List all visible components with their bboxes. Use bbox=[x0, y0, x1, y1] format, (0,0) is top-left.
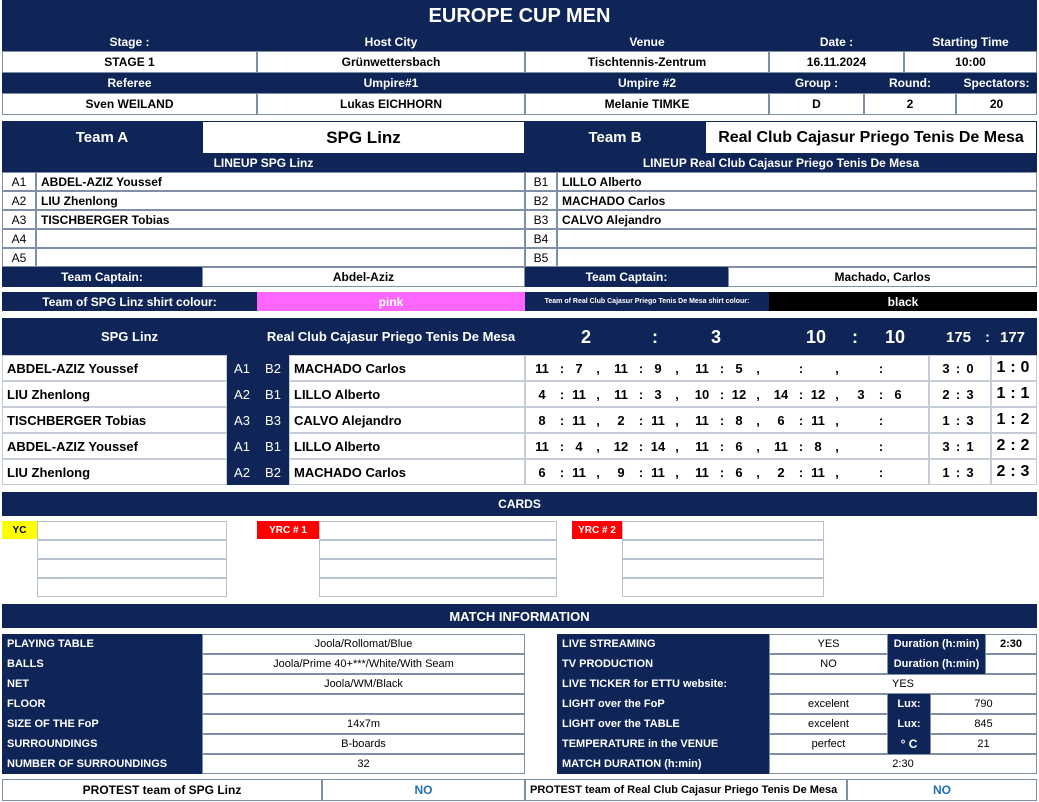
live-ticker-label: LIVE TICKER for ETTU website: bbox=[557, 674, 769, 694]
match-player-a: ABDEL-AZIZ Youssef bbox=[2, 433, 227, 459]
date-label: Date : bbox=[769, 32, 904, 51]
set-comma: , bbox=[835, 361, 839, 376]
lineup-a-player bbox=[36, 248, 525, 267]
match-total-sep: : bbox=[1010, 411, 1016, 428]
card-yrc2-blank bbox=[572, 578, 622, 597]
set-comma: , bbox=[756, 465, 760, 480]
match-player-b: LILLO Alberto bbox=[289, 381, 525, 407]
temperature-value: perfect bbox=[769, 734, 888, 754]
card-yc-entry[interactable] bbox=[37, 521, 227, 540]
light-fop-label: LIGHT over the FoP bbox=[557, 694, 769, 714]
match-player-b: CALVO Alejandro bbox=[289, 407, 525, 433]
umpire1-label: Umpire#1 bbox=[257, 73, 525, 93]
set-score-a: 6 bbox=[538, 465, 546, 480]
card-yc-entry[interactable] bbox=[37, 559, 227, 578]
team-a-name: SPG Linz bbox=[202, 121, 525, 154]
card-yrc2-blank bbox=[572, 540, 622, 559]
card-yrc1-entry[interactable] bbox=[319, 521, 557, 540]
lineup-a-code: A2 bbox=[2, 191, 36, 210]
light-table-value: excelent bbox=[769, 714, 888, 734]
match-games-b: 1 bbox=[966, 439, 974, 454]
match-code-a: A2 bbox=[227, 459, 257, 485]
spectators-label: Spectators: bbox=[956, 73, 1037, 93]
temperature-degrees: 21 bbox=[930, 734, 1037, 754]
round-value: 2 bbox=[864, 93, 956, 115]
match-code-b: B3 bbox=[257, 407, 289, 433]
info-left-label: BALLS bbox=[2, 654, 202, 674]
live-ticker-value: YES bbox=[769, 674, 1037, 694]
set-sep: : bbox=[798, 387, 804, 402]
card-yrc1-blank bbox=[257, 540, 319, 559]
light-table-lux: 845 bbox=[930, 714, 1037, 734]
host-city-label: Host City bbox=[257, 32, 525, 51]
captain-b-value: Machado, Carlos bbox=[728, 267, 1037, 287]
match-code-a: A1 bbox=[227, 433, 257, 459]
referee-value: Sven WEILAND bbox=[2, 93, 257, 115]
tv-production-duration-label: Duration (h:min) bbox=[888, 654, 985, 674]
set-score-b: 8 bbox=[735, 413, 743, 428]
set-comma: , bbox=[596, 387, 600, 402]
venue-label: Venue bbox=[525, 32, 769, 51]
match-total-b: 2 bbox=[1020, 411, 1030, 428]
card-yrc2-entry[interactable] bbox=[622, 559, 824, 578]
matches-sep: : bbox=[652, 327, 658, 347]
protest-a-label: PROTEST team of SPG Linz bbox=[2, 779, 322, 801]
match-code-a: A2 bbox=[227, 381, 257, 407]
set-score-a: 14 bbox=[773, 387, 789, 402]
lineup-a-code: A5 bbox=[2, 248, 36, 267]
light-fop-lux: 790 bbox=[930, 694, 1037, 714]
set-comma: , bbox=[756, 387, 760, 402]
temperature-label: TEMPERATURE in the VENUE bbox=[557, 734, 769, 754]
team-b-name: Real Club Cajasur Priego Tenis De Mesa bbox=[705, 121, 1037, 154]
live-streaming-label: LIVE STREAMING bbox=[557, 634, 769, 654]
info-left-value: Joola/Rollomat/Blue bbox=[202, 634, 525, 654]
temperature-unit: ° C bbox=[888, 734, 930, 754]
match-player-b: MACHADO Carlos bbox=[289, 355, 525, 381]
match-player-a: ABDEL-AZIZ Youssef bbox=[2, 355, 227, 381]
matches-b: 3 bbox=[711, 327, 722, 347]
card-yc-entry[interactable] bbox=[37, 540, 227, 559]
spectators-value: 20 bbox=[956, 93, 1037, 115]
games-score bbox=[769, 318, 929, 355]
match-player-a: TISCHBERGER Tobias bbox=[2, 407, 227, 433]
info-left-label: SURROUNDINGS bbox=[2, 734, 202, 754]
group-value: D bbox=[769, 93, 864, 115]
card-yc-blank bbox=[2, 559, 37, 578]
set-score-a: 11 bbox=[695, 439, 709, 454]
set-score-a: 10 bbox=[694, 387, 710, 402]
card-yrc2-entry[interactable] bbox=[622, 540, 824, 559]
referee-label: Referee bbox=[2, 73, 257, 93]
light-table-label: LIGHT over the TABLE bbox=[557, 714, 769, 734]
set-sep: : bbox=[559, 387, 565, 402]
set-comma: , bbox=[675, 361, 679, 376]
set-score-b: 12 bbox=[810, 387, 826, 402]
match-games-a: 1 bbox=[942, 465, 950, 480]
lineup-a-title: LINEUP SPG Linz bbox=[2, 154, 525, 172]
match-code-a: A1 bbox=[227, 355, 257, 381]
lineup-a-code: A4 bbox=[2, 229, 36, 248]
set-sep: : bbox=[719, 387, 725, 402]
set-comma: , bbox=[596, 465, 600, 480]
set-score-b: 11 bbox=[572, 387, 586, 402]
match-code-b: B1 bbox=[257, 381, 289, 407]
set-sep: : bbox=[719, 413, 725, 428]
set-score-a: 4 bbox=[538, 387, 546, 402]
match-code-b: B2 bbox=[257, 459, 289, 485]
games-b: 10 bbox=[885, 327, 906, 347]
set-sep: : bbox=[559, 465, 565, 480]
set-comma: , bbox=[835, 439, 839, 454]
lineup-a-code: A3 bbox=[2, 210, 36, 229]
captain-b-label: Team Captain: bbox=[525, 267, 728, 287]
set-score-a: 11 bbox=[614, 361, 628, 376]
set-sep: : bbox=[878, 361, 884, 376]
match-code-b: B2 bbox=[257, 355, 289, 381]
lineup-b-player bbox=[557, 229, 1037, 248]
set-comma: , bbox=[596, 361, 600, 376]
lineup-a-player: TISCHBERGER Tobias bbox=[36, 210, 525, 229]
info-left-value: Joola/Prime 40+***/White/With Seam bbox=[202, 654, 525, 674]
set-score-b: 14 bbox=[650, 439, 666, 454]
set-score-a: 3 bbox=[857, 387, 865, 402]
matches-score bbox=[525, 318, 769, 355]
tv-production-value: NO bbox=[769, 654, 888, 674]
lineup-b-code: B2 bbox=[525, 191, 557, 210]
info-left-label: NUMBER OF SURROUNDINGS bbox=[2, 754, 202, 774]
match-total-sep: : bbox=[1010, 359, 1016, 376]
info-left-value: Joola/WM/Black bbox=[202, 674, 525, 694]
light-table-lux-label: Lux: bbox=[888, 714, 930, 734]
card-yrc1-blank bbox=[257, 578, 319, 597]
captain-a-label: Team Captain: bbox=[2, 267, 202, 287]
lineup-b-player: LILLO Alberto bbox=[557, 172, 1037, 191]
lineup-b-player: CALVO Alejandro bbox=[557, 210, 1037, 229]
card-yrc1-entry[interactable] bbox=[319, 578, 557, 597]
set-comma: , bbox=[756, 439, 760, 454]
points-score bbox=[929, 318, 1037, 355]
set-score-b: 11 bbox=[811, 413, 825, 428]
umpire1-value: Lukas EICHHORN bbox=[257, 93, 525, 115]
match-games-a: 3 bbox=[942, 361, 950, 376]
match-games-b: 3 bbox=[966, 465, 974, 480]
match-duration-value: 2:30 bbox=[769, 754, 1037, 774]
set-score-a: 8 bbox=[538, 413, 546, 428]
live-streaming-duration: 2:30 bbox=[985, 634, 1037, 654]
info-left-label: SIZE OF THE FoP bbox=[2, 714, 202, 734]
set-sep: : bbox=[798, 465, 804, 480]
set-score-a: 11 bbox=[614, 387, 628, 402]
set-score-a: 11 bbox=[695, 413, 709, 428]
set-sep: : bbox=[878, 413, 884, 428]
set-score-b: 11 bbox=[651, 413, 665, 428]
round-label: Round: bbox=[864, 73, 956, 93]
games-sep: : bbox=[852, 327, 858, 347]
match-duration-label: MATCH DURATION (h:min) bbox=[557, 754, 769, 774]
lineup-b-code: B1 bbox=[525, 172, 557, 191]
info-left-value: 32 bbox=[202, 754, 525, 774]
set-score-b: 11 bbox=[651, 465, 665, 480]
set-sep: : bbox=[719, 361, 725, 376]
card-yc-entry[interactable] bbox=[37, 578, 227, 597]
page-title: EUROPE CUP MEN bbox=[2, 0, 1037, 32]
points-b: 177 bbox=[1000, 329, 1026, 346]
set-sep: : bbox=[559, 361, 565, 376]
set-score-a: 11 bbox=[535, 361, 549, 376]
set-score-a: 2 bbox=[777, 465, 785, 480]
starting-time-value: 10:00 bbox=[904, 51, 1037, 73]
card-yrc1-entry[interactable] bbox=[319, 559, 557, 578]
match-player-a: LIU Zhenlong bbox=[2, 459, 227, 485]
match-code-b: B1 bbox=[257, 433, 289, 459]
set-comma: , bbox=[835, 387, 839, 402]
shirt-b-label: Team of Real Club Cajasur Priego Tenis De Mesa shirt colour: bbox=[525, 292, 769, 311]
lineup-a-player: ABDEL-AZIZ Youssef bbox=[36, 172, 525, 191]
match-total-sep: : bbox=[1010, 463, 1016, 480]
games-a: 10 bbox=[806, 327, 827, 347]
info-left-label: NET bbox=[2, 674, 202, 694]
match-games-sep: : bbox=[955, 439, 961, 454]
set-score-b: 5 bbox=[735, 361, 743, 376]
set-sep: : bbox=[638, 361, 644, 376]
match-games-sep: : bbox=[955, 387, 961, 402]
set-score-a: 11 bbox=[695, 361, 709, 376]
score-team-a: SPG Linz bbox=[2, 318, 257, 355]
set-sep: : bbox=[638, 413, 644, 428]
match-games-a: 1 bbox=[942, 413, 950, 428]
protest-b-label: PROTEST team of Real Club Cajasur Priego Tenis De Mesa bbox=[525, 779, 847, 801]
set-score-b: 11 bbox=[811, 465, 825, 480]
set-comma: , bbox=[596, 413, 600, 428]
points-sep: : bbox=[985, 329, 990, 346]
card-yc-blank bbox=[2, 540, 37, 559]
set-score-b: 11 bbox=[572, 465, 586, 480]
set-score-b: 6 bbox=[735, 439, 743, 454]
set-score-a: 11 bbox=[695, 465, 709, 480]
info-left-label: PLAYING TABLE bbox=[2, 634, 202, 654]
lineup-b-player: MACHADO Carlos bbox=[557, 191, 1037, 210]
lineup-a-code: A1 bbox=[2, 172, 36, 191]
match-games-b: 3 bbox=[966, 387, 974, 402]
info-left-value bbox=[202, 694, 525, 714]
set-sep: : bbox=[798, 413, 804, 428]
match-player-b: LILLO Alberto bbox=[289, 433, 525, 459]
match-games-a: 3 bbox=[942, 439, 950, 454]
set-score-a: 12 bbox=[613, 439, 629, 454]
match-games-sep: : bbox=[955, 361, 961, 376]
set-score-a: 6 bbox=[777, 413, 785, 428]
set-score-b: 12 bbox=[731, 387, 747, 402]
set-comma: , bbox=[675, 387, 679, 402]
card-yrc2-label: YRC # 2 bbox=[572, 521, 622, 539]
team-a-label: Team A bbox=[2, 121, 202, 154]
light-fop-value: excelent bbox=[769, 694, 888, 714]
set-sep: : bbox=[559, 413, 565, 428]
info-left-value: B-boards bbox=[202, 734, 525, 754]
protest-b-value: NO bbox=[847, 779, 1037, 801]
set-score-b: 11 bbox=[572, 413, 586, 428]
match-games-sep: : bbox=[955, 465, 961, 480]
set-score-a: 11 bbox=[535, 439, 549, 454]
set-comma: , bbox=[835, 413, 839, 428]
lineup-a-player bbox=[36, 229, 525, 248]
set-score-a: 9 bbox=[617, 465, 625, 480]
set-comma: , bbox=[675, 439, 679, 454]
set-sep: : bbox=[878, 387, 884, 402]
match-total-b: 3 bbox=[1020, 463, 1030, 480]
card-yrc1-blank bbox=[257, 559, 319, 578]
score-team-b: Real Club Cajasur Priego Tenis De Mesa bbox=[257, 318, 525, 355]
lineup-a-player: LIU Zhenlong bbox=[36, 191, 525, 210]
match-code-a: A3 bbox=[227, 407, 257, 433]
match-player-a: LIU Zhenlong bbox=[2, 381, 227, 407]
lineup-b-player bbox=[557, 248, 1037, 267]
live-streaming-value: YES bbox=[769, 634, 888, 654]
card-yrc1-entry[interactable] bbox=[319, 540, 557, 559]
points-a: 175 bbox=[946, 329, 972, 346]
set-comma: , bbox=[756, 413, 760, 428]
lineup-b-code: B4 bbox=[525, 229, 557, 248]
cards-title: CARDS bbox=[2, 492, 1037, 516]
set-sep: : bbox=[878, 439, 884, 454]
card-yrc2-entry[interactable] bbox=[622, 578, 824, 597]
set-score-b: 3 bbox=[654, 387, 662, 402]
match-total-a: 1 bbox=[996, 411, 1006, 428]
live-streaming-duration-label: Duration (h:min) bbox=[888, 634, 985, 654]
starting-time-label: Starting Time bbox=[904, 32, 1037, 51]
light-fop-lux-label: Lux: bbox=[888, 694, 930, 714]
match-total-sep: : bbox=[1010, 385, 1016, 402]
captain-a-value: Abdel-Aziz bbox=[202, 267, 525, 287]
set-score-b: 4 bbox=[575, 439, 583, 454]
match-games-b: 0 bbox=[966, 361, 974, 376]
match-games-sep: : bbox=[955, 413, 961, 428]
match-info-title: MATCH INFORMATION bbox=[2, 604, 1037, 628]
stage-value: STAGE 1 bbox=[2, 51, 257, 73]
set-sep: : bbox=[719, 439, 725, 454]
lineup-b-code: B3 bbox=[525, 210, 557, 229]
set-sep: : bbox=[559, 439, 565, 454]
host-city-value: Grünwettersbach bbox=[257, 51, 525, 73]
card-yc-blank bbox=[2, 578, 37, 597]
umpire2-value: Melanie TIMKE bbox=[525, 93, 769, 115]
card-yrc1-label: YRC # 1 bbox=[257, 521, 319, 539]
match-total-sep: : bbox=[1010, 437, 1016, 454]
card-yrc2-blank bbox=[572, 559, 622, 578]
set-sep: : bbox=[638, 387, 644, 402]
set-score-b: 7 bbox=[575, 361, 583, 376]
set-sep: : bbox=[798, 361, 804, 376]
set-comma: , bbox=[596, 439, 600, 454]
tv-production-duration bbox=[985, 654, 1037, 674]
match-total-b: 2 bbox=[1020, 437, 1030, 454]
date-value: 16.11.2024 bbox=[769, 51, 904, 73]
group-label: Group : bbox=[769, 73, 864, 93]
set-comma: , bbox=[835, 465, 839, 480]
set-score-b: 8 bbox=[814, 439, 822, 454]
set-score-a: 2 bbox=[617, 413, 625, 428]
set-sep: : bbox=[638, 439, 644, 454]
match-games-a: 2 bbox=[942, 387, 950, 402]
set-score-a: 11 bbox=[774, 439, 788, 454]
set-comma: , bbox=[756, 361, 760, 376]
card-yrc2-entry[interactable] bbox=[622, 521, 824, 540]
card-yc-label: YC bbox=[2, 521, 37, 539]
lineup-b-code: B5 bbox=[525, 248, 557, 267]
set-sep: : bbox=[798, 439, 804, 454]
set-comma: , bbox=[675, 465, 679, 480]
shirt-a-colour: pink bbox=[257, 292, 525, 311]
match-total-b: 0 bbox=[1020, 359, 1030, 376]
set-score-b: 6 bbox=[894, 387, 902, 402]
match-total-b: 1 bbox=[1020, 385, 1030, 402]
matches-a: 2 bbox=[581, 327, 592, 347]
info-left-value: 14x7m bbox=[202, 714, 525, 734]
match-total-a: 1 bbox=[996, 385, 1006, 402]
venue-value: Tischtennis-Zentrum bbox=[525, 51, 769, 73]
umpire2-label: Umpire #2 bbox=[525, 73, 769, 93]
shirt-a-label: Team of SPG Linz shirt colour: bbox=[2, 292, 257, 311]
tv-production-label: TV PRODUCTION bbox=[557, 654, 769, 674]
team-b-label: Team B bbox=[525, 121, 705, 154]
lineup-b-title: LINEUP Real Club Cajasur Priego Tenis De Mesa bbox=[525, 154, 1037, 172]
set-score-b: 9 bbox=[654, 361, 662, 376]
set-comma: , bbox=[675, 413, 679, 428]
info-left-label: FLOOR bbox=[2, 694, 202, 714]
match-total-a: 2 bbox=[996, 437, 1006, 454]
set-sep: : bbox=[878, 465, 884, 480]
shirt-b-colour: black bbox=[769, 292, 1037, 311]
set-sep: : bbox=[719, 465, 725, 480]
match-games-b: 3 bbox=[966, 413, 974, 428]
match-player-b: MACHADO Carlos bbox=[289, 459, 525, 485]
set-score-b: 6 bbox=[735, 465, 743, 480]
protest-a-value: NO bbox=[322, 779, 525, 801]
set-sep: : bbox=[638, 465, 644, 480]
match-total-a: 2 bbox=[996, 463, 1006, 480]
match-total-a: 1 bbox=[996, 359, 1006, 376]
stage-label: Stage : bbox=[2, 32, 257, 51]
